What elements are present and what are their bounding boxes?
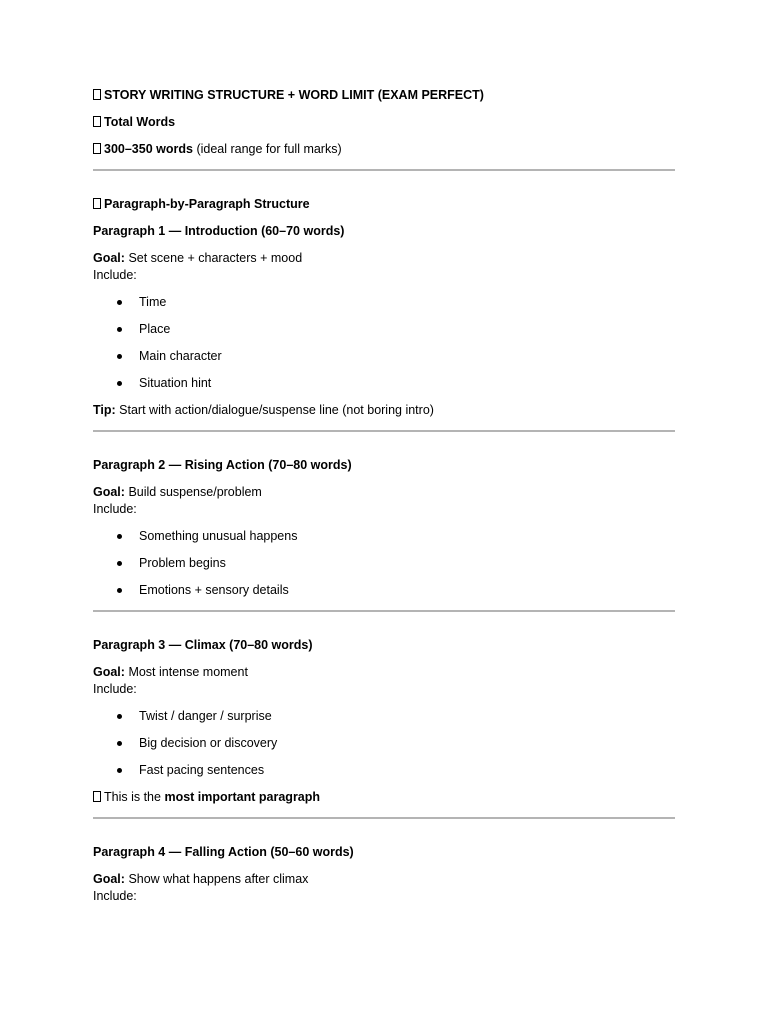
- paragraph-2-heading: Paragraph 2 — Rising Action (70–80 words): [93, 458, 352, 472]
- divider: [93, 169, 675, 171]
- bullet-icon: [117, 381, 122, 386]
- bullet-icon: [117, 714, 122, 719]
- missing-glyph-icon: [93, 791, 101, 802]
- list-item: Big decision or discovery: [93, 735, 675, 752]
- paragraph-3-list: [93, 708, 675, 779]
- list-item: Problem begins: [93, 555, 675, 572]
- paragraph-1-tip: Tip: Start with action/dialogue/suspense line (not boring intro): [93, 403, 434, 417]
- list-item: Time: [93, 294, 675, 311]
- total-words-range-line: [93, 141, 675, 158]
- paragraph-1-list: [93, 294, 675, 392]
- divider: [93, 430, 675, 432]
- bullet-icon: [117, 741, 122, 746]
- document-title: STORY WRITING STRUCTURE + WORD LIMIT (EXAM PERFECT): [93, 87, 675, 104]
- paragraph-1-include-label: Include:: [93, 268, 137, 282]
- paragraph-2-goal: Goal: Build suspense/problem: [93, 485, 262, 499]
- list-item: Emotions + sensory details: [93, 582, 675, 599]
- bullet-icon: [117, 768, 122, 773]
- missing-glyph-icon: [93, 116, 101, 127]
- word-range: 300–350 words: [104, 142, 193, 156]
- list-item: Place: [93, 321, 675, 338]
- paragraph-1-heading: Paragraph 1 — Introduction (60–70 words): [93, 224, 345, 238]
- paragraph-3-note: This is the most important paragraph: [93, 789, 675, 806]
- list-item: Something unusual happens: [93, 528, 675, 545]
- paragraph-1-goal: Goal: Set scene + characters + mood: [93, 251, 303, 265]
- bullet-icon: [117, 588, 122, 593]
- paragraph-4-include-label: Include:: [93, 889, 137, 903]
- missing-glyph-icon: [93, 143, 101, 154]
- bullet-icon: [117, 534, 122, 539]
- paragraph-3-include-label: Include:: [93, 682, 137, 696]
- paragraph-2-include-label: Include:: [93, 502, 137, 516]
- word-range-note: (ideal range for full marks): [196, 142, 342, 156]
- bullet-icon: [117, 354, 122, 359]
- divider: [93, 817, 675, 819]
- total-words-heading: Total Words: [93, 114, 675, 131]
- structure-heading: Paragraph-by-Paragraph Structure: [93, 196, 675, 213]
- document-page: [93, 87, 675, 905]
- bullet-icon: [117, 300, 122, 305]
- missing-glyph-icon: [93, 89, 101, 100]
- missing-glyph-icon: [93, 198, 101, 209]
- list-item: Main character: [93, 348, 675, 365]
- list-item: Twist / danger / surprise: [93, 708, 675, 725]
- divider: [93, 610, 675, 612]
- list-item: Fast pacing sentences: [93, 762, 675, 779]
- paragraph-2-list: [93, 528, 675, 599]
- paragraph-4-heading: Paragraph 4 — Falling Action (50–60 words): [93, 845, 354, 859]
- paragraph-3-heading: Paragraph 3 — Climax (70–80 words): [93, 638, 313, 652]
- bullet-icon: [117, 327, 122, 332]
- list-item: Situation hint: [93, 375, 675, 392]
- bullet-icon: [117, 561, 122, 566]
- paragraph-3-goal: Goal: Most intense moment: [93, 665, 248, 679]
- paragraph-4-goal: Goal: Show what happens after climax: [93, 872, 309, 886]
